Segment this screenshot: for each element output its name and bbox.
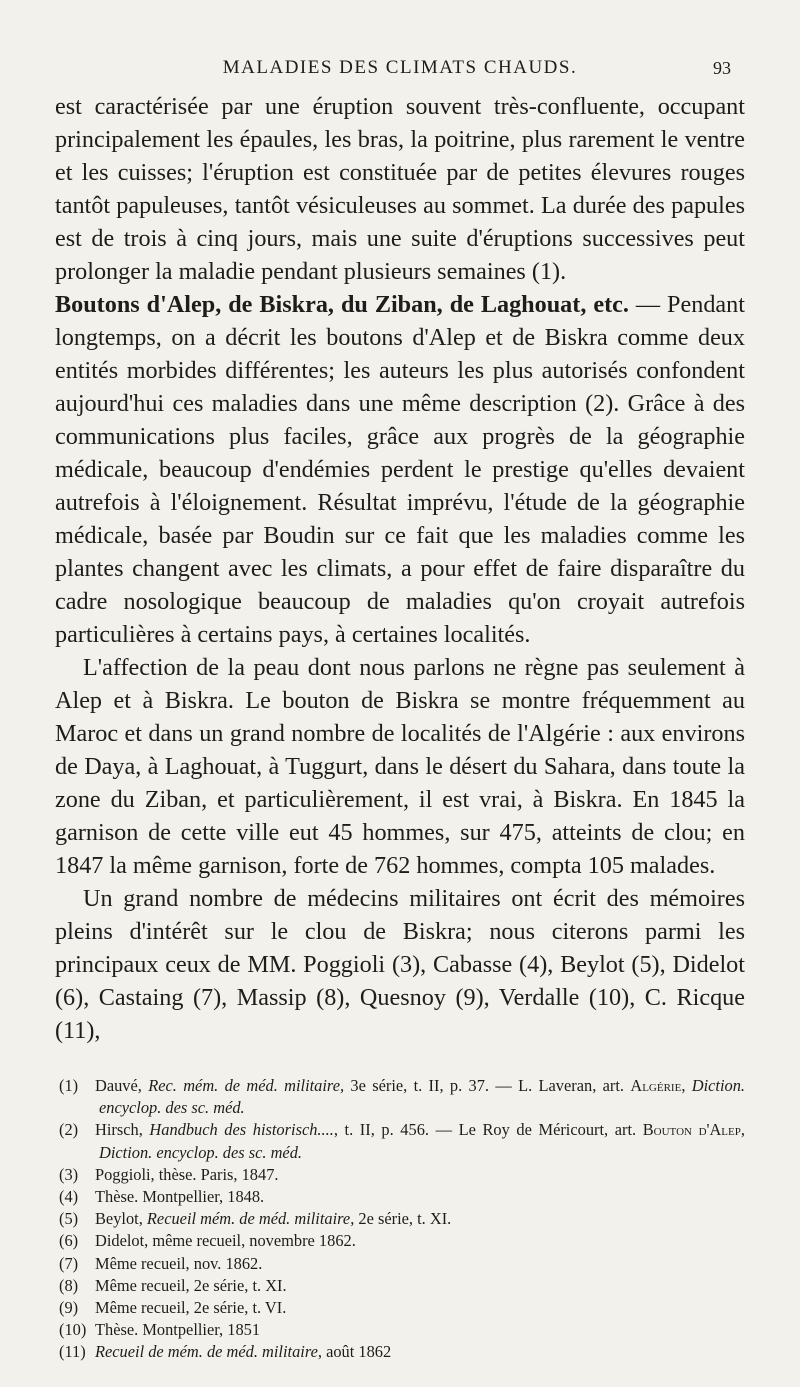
paragraph-body: — Pendant longtemps, on a décrit les boutons d'Alep et de Biskra comme deux entités morbides différentes; les auteurs les plus autorisés confondent aujourd'hui ces maladies dans une même description (2). Grâce à des communications plus faciles, grâce aux progrès de la géographie médicale, beaucoup d'endémies perdent le prestige qu'elles devaient autrefois à l'éloignement. Résultat imprévu, l'étude de la géographie médicale, basée par Boudin sur ce fait que les maladies comme les plantes changent avec les climats, a pour effet de faire disparaître du cadre nosologique beaucoup de maladies qu'on croyait autrefois particulières à certains pays, à certaines localités. bbox=[55, 291, 745, 648]
paragraph-distribution: L'affection de la peau dont nous parlons ne règne pas seulement à Alep et à Biskra. Le bouton de Biskra se montre fréquemment au Maroc et dans un grand nombre de localités de l'Algérie : aux environs de Daya, à Laghouat, à Tuggurt, dans le désert du Sahara, dans toute la zone du Ziban, et particulièrement, il est vrai, à Biskra. En 1845 la garnison de cette ville eut 45 hommes, sur 475, atteints de clou; en 1847 la même garnison, forte de 762 hommes, compta 105 malades. bbox=[55, 654, 745, 879]
footnote: (4) Thèse. Montpellier, 1848. bbox=[59, 1187, 265, 1207]
running-title: MALADIES DES CLIMATS CHAUDS. bbox=[222, 57, 578, 78]
footnote: (1) Dauvé, Rec. mém. de méd. militaire, 3e série, t. II, p. 37. — L. Laveran, art. Algérie, Diction. encyclop. des sc. méd. bbox=[59, 1076, 746, 1118]
footnote: (7) Même recueil, nov. 1862. bbox=[59, 1253, 263, 1273]
footnote: (3) Poggioli, thèse. Paris, 1847. bbox=[59, 1164, 279, 1184]
paragraph-continuation: est caractérisée par une éruption souvent très-confluente, occupant principalement les épaules, les bras, la poitrine, plus rarement le ventre et les cuisses; l'éruption est constituée par de petites élevures rouges tantôt papuleuses, tantôt vésiculeuses au sommet. La durée des papules est de trois à cinq jours, mais une suite d'éruptions successives peut prolonger la maladie pendant plusieurs semaines (1). bbox=[55, 93, 745, 285]
page-number: 93 bbox=[713, 58, 731, 78]
footnote: (11) Recueil de mém. de méd. militaire, août 1862 bbox=[59, 1342, 392, 1362]
footnote: (8) Même recueil, 2e série, t. XI. bbox=[59, 1275, 287, 1295]
footnote: (6) Didelot, même recueil, novembre 1862. bbox=[59, 1231, 356, 1251]
main-text bbox=[55, 90, 745, 1047]
paragraph-authors: Un grand nombre de médecins militaires ont écrit des mémoires pleins d'intérêt sur le clou de Biskra; nous citerons parmi les principaux ceux de MM. Poggioli (3), Cabasse (4), Beylot (5), Didelot (6), Castaing (7), Massip (8), Quesnoy (9), Verdalle (10), C. Ricque (11), bbox=[55, 885, 745, 1044]
paragraph-bouton-alep bbox=[55, 288, 745, 651]
footnote: (2) Hirsch, Handbuch des historisch...., t. II, p. 456. — Le Roy de Méricourt, art. Bouton d'Alep, Diction. encyclop. des sc. méd. bbox=[59, 1120, 745, 1162]
footnote: (10) Thèse. Montpellier, 1851 bbox=[59, 1320, 261, 1340]
section-heading: Boutons d'Alep, de Biskra, du Ziban, de Laghouat, etc. bbox=[55, 291, 629, 318]
footnote: (9) Même recueil, 2e série, t. VI. bbox=[59, 1298, 287, 1318]
running-header bbox=[55, 52, 745, 84]
footnote: (5) Beylot, Recueil mém. de méd. militaire, 2e série, t. XI. bbox=[59, 1209, 452, 1229]
footnotes bbox=[55, 1075, 745, 1364]
